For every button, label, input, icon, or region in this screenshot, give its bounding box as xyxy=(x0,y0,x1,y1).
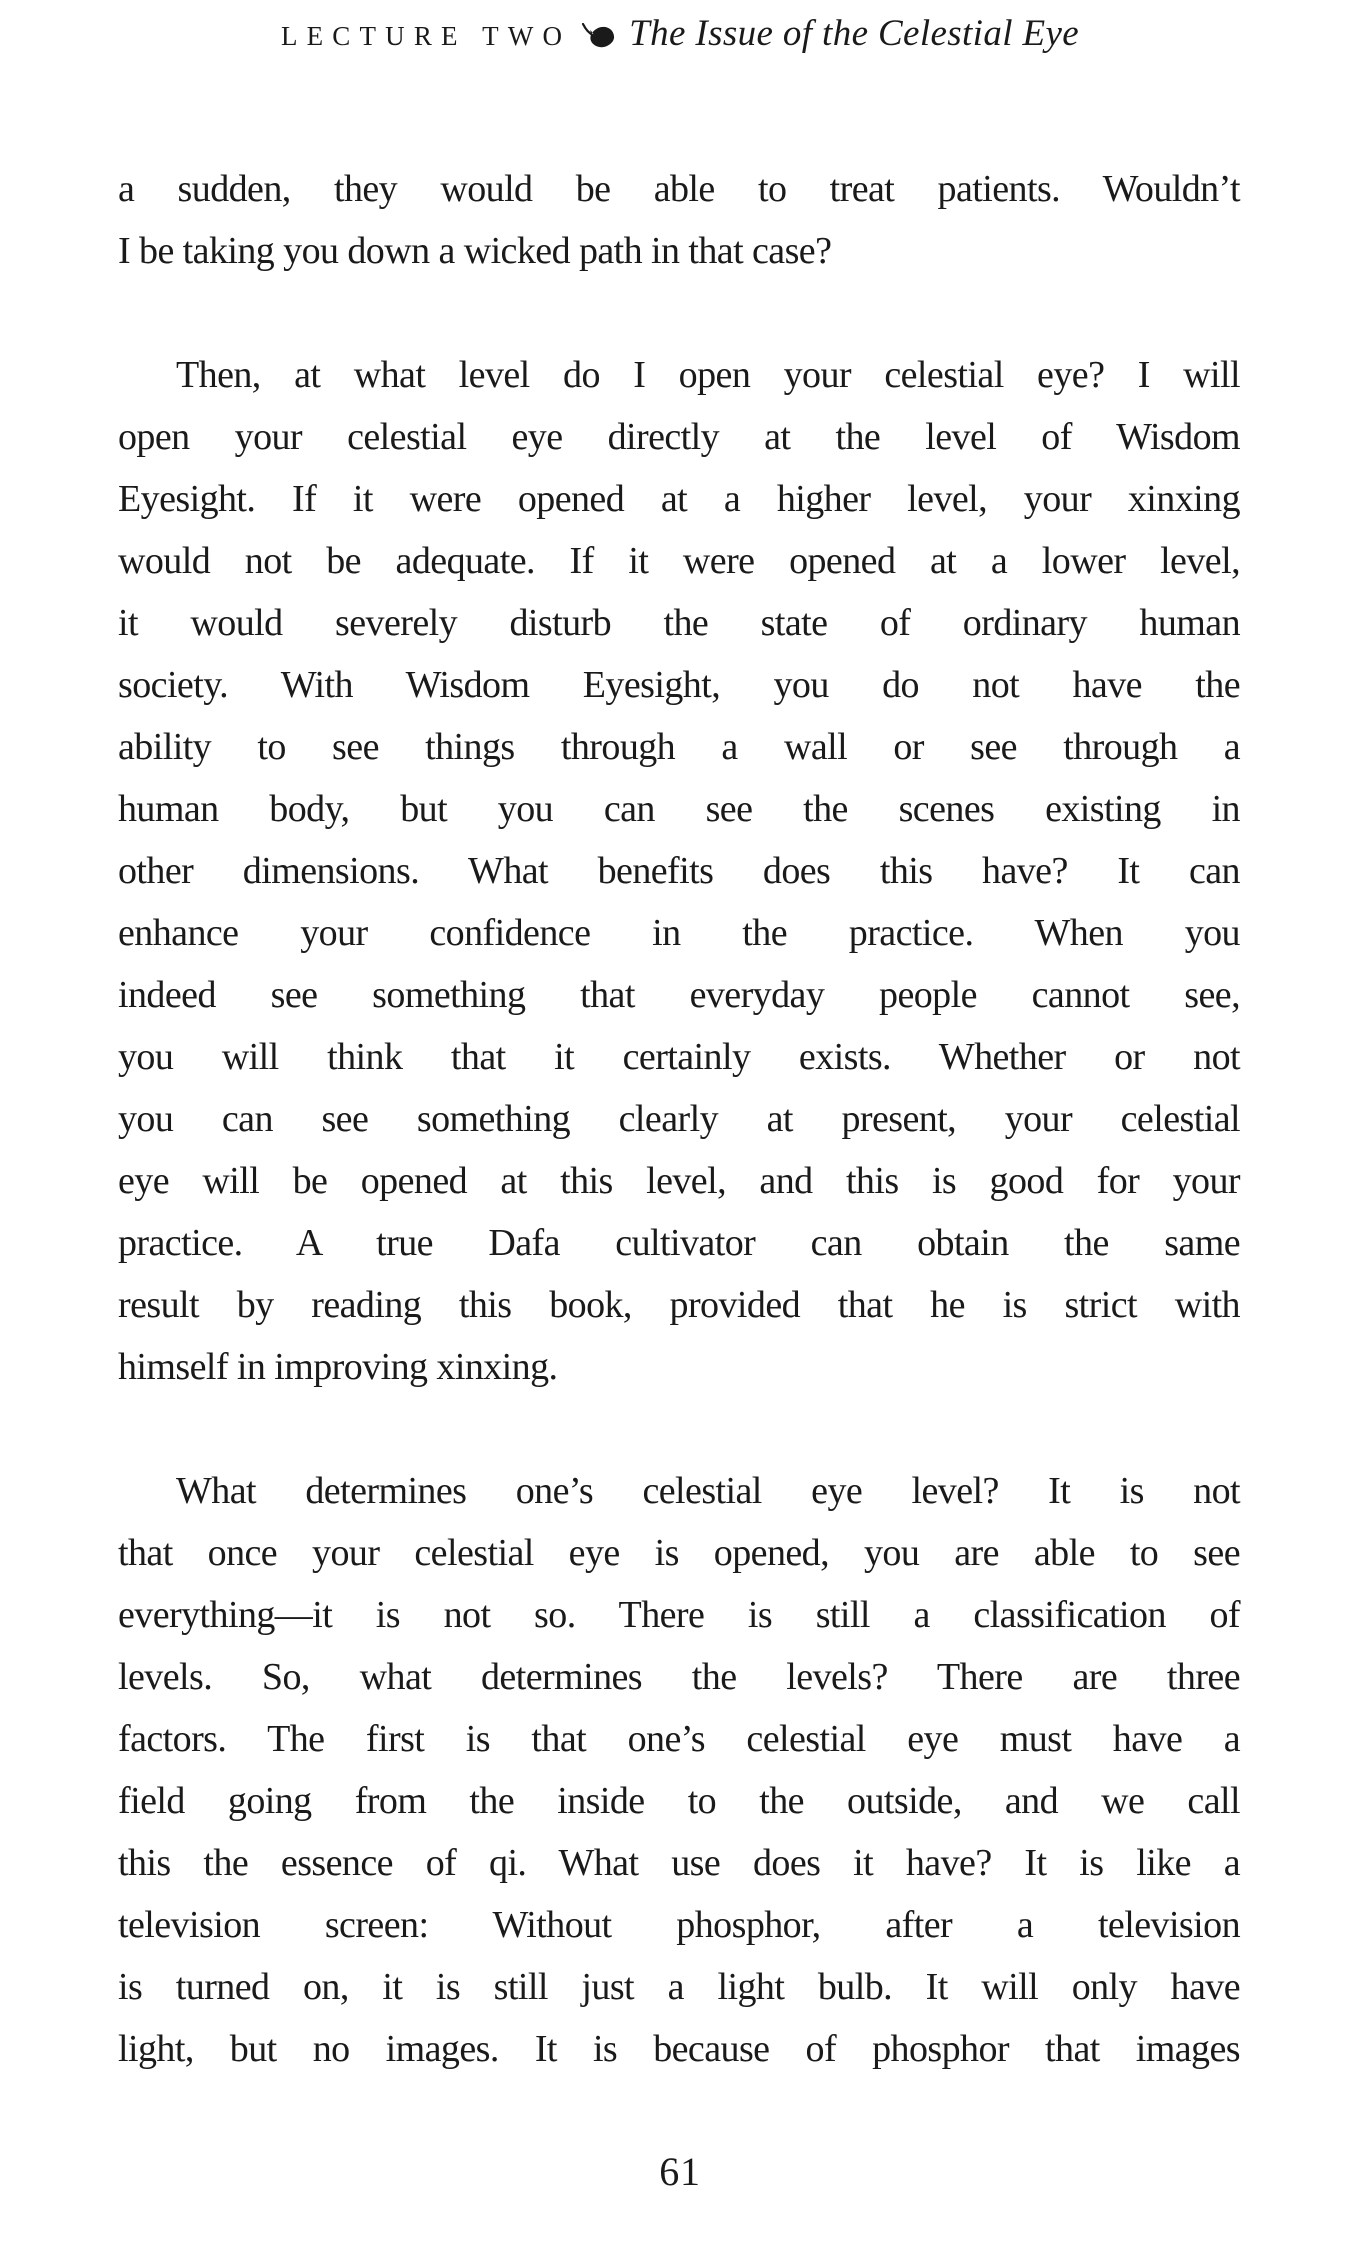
text-line: a sudden, they would be able to treat patients. Wouldn’t xyxy=(118,168,1240,210)
text-line: ability to see things through a wall or see through a xyxy=(118,726,1240,768)
paragraph xyxy=(118,344,1240,1398)
text-line: I be taking you down a wicked path in that case? xyxy=(118,230,832,272)
text-line: society. With Wisdom Eyesight, you do not have the xyxy=(118,664,1240,706)
text-line: Then, at what level do I open your celestial eye? I will xyxy=(176,354,1240,396)
page-number: 61 xyxy=(659,2149,701,2194)
text-line: television screen: Without phosphor, after a television xyxy=(118,1904,1240,1946)
text-line: everything—it is not so. There is still a classification of xyxy=(118,1594,1240,1636)
text-line: indeed see something that everyday people cannot see, xyxy=(118,974,1240,1016)
text-line: What determines one’s celestial eye level? It is not xyxy=(176,1470,1240,1512)
text-line: levels. So, what determines the levels? There are three xyxy=(118,1656,1240,1698)
text-line: factors. The first is that one’s celestial eye must have a xyxy=(118,1718,1240,1760)
text-block xyxy=(118,158,1240,2080)
text-line: you will think that it certainly exists. Whether or not xyxy=(118,1036,1240,1078)
text-line: practice. A true Dafa cultivator can obtain the same xyxy=(118,1222,1240,1264)
text-line: would not be adequate. If it were opened at a lower level, xyxy=(118,540,1240,582)
running-header xyxy=(0,12,1360,55)
text-line: result by reading this book, provided that he is strict with xyxy=(118,1284,1240,1326)
chapter-title: The Issue of the Celestial Eye xyxy=(629,13,1080,54)
text-line: open your celestial eye directly at the level of Wisdom xyxy=(118,416,1240,458)
text-line: eye will be opened at this level, and this is good for your xyxy=(118,1160,1240,1202)
text-line: enhance your confidence in the practice. When you xyxy=(118,912,1240,954)
text-line: himself in improving xinxing. xyxy=(118,1346,558,1388)
lecture-label: LECTURE TWO xyxy=(280,21,572,51)
hedera-leaf-icon xyxy=(581,23,615,49)
text-line: Eyesight. If it were opened at a higher level, your xinxing xyxy=(118,478,1240,520)
text-line: that once your celestial eye is opened, you are able to see xyxy=(118,1532,1240,1574)
text-line: light, but no images. It is because of phosphor that images xyxy=(118,2028,1240,2070)
text-line: other dimensions. What benefits does this have? It can xyxy=(118,850,1240,892)
text-line: you can see something clearly at present, your celestial xyxy=(118,1098,1240,1140)
text-line: field going from the inside to the outside, and we call xyxy=(118,1780,1240,1822)
text-line: human body, but you can see the scenes existing in xyxy=(118,788,1240,830)
paragraph xyxy=(118,158,1240,282)
text-line: this the essence of qi. What use does it have? It is like a xyxy=(118,1842,1240,1884)
text-line: it would severely disturb the state of ordinary human xyxy=(118,602,1240,644)
paragraph xyxy=(118,1460,1240,2080)
text-line: is turned on, it is still just a light bulb. It will only have xyxy=(118,1966,1240,2008)
